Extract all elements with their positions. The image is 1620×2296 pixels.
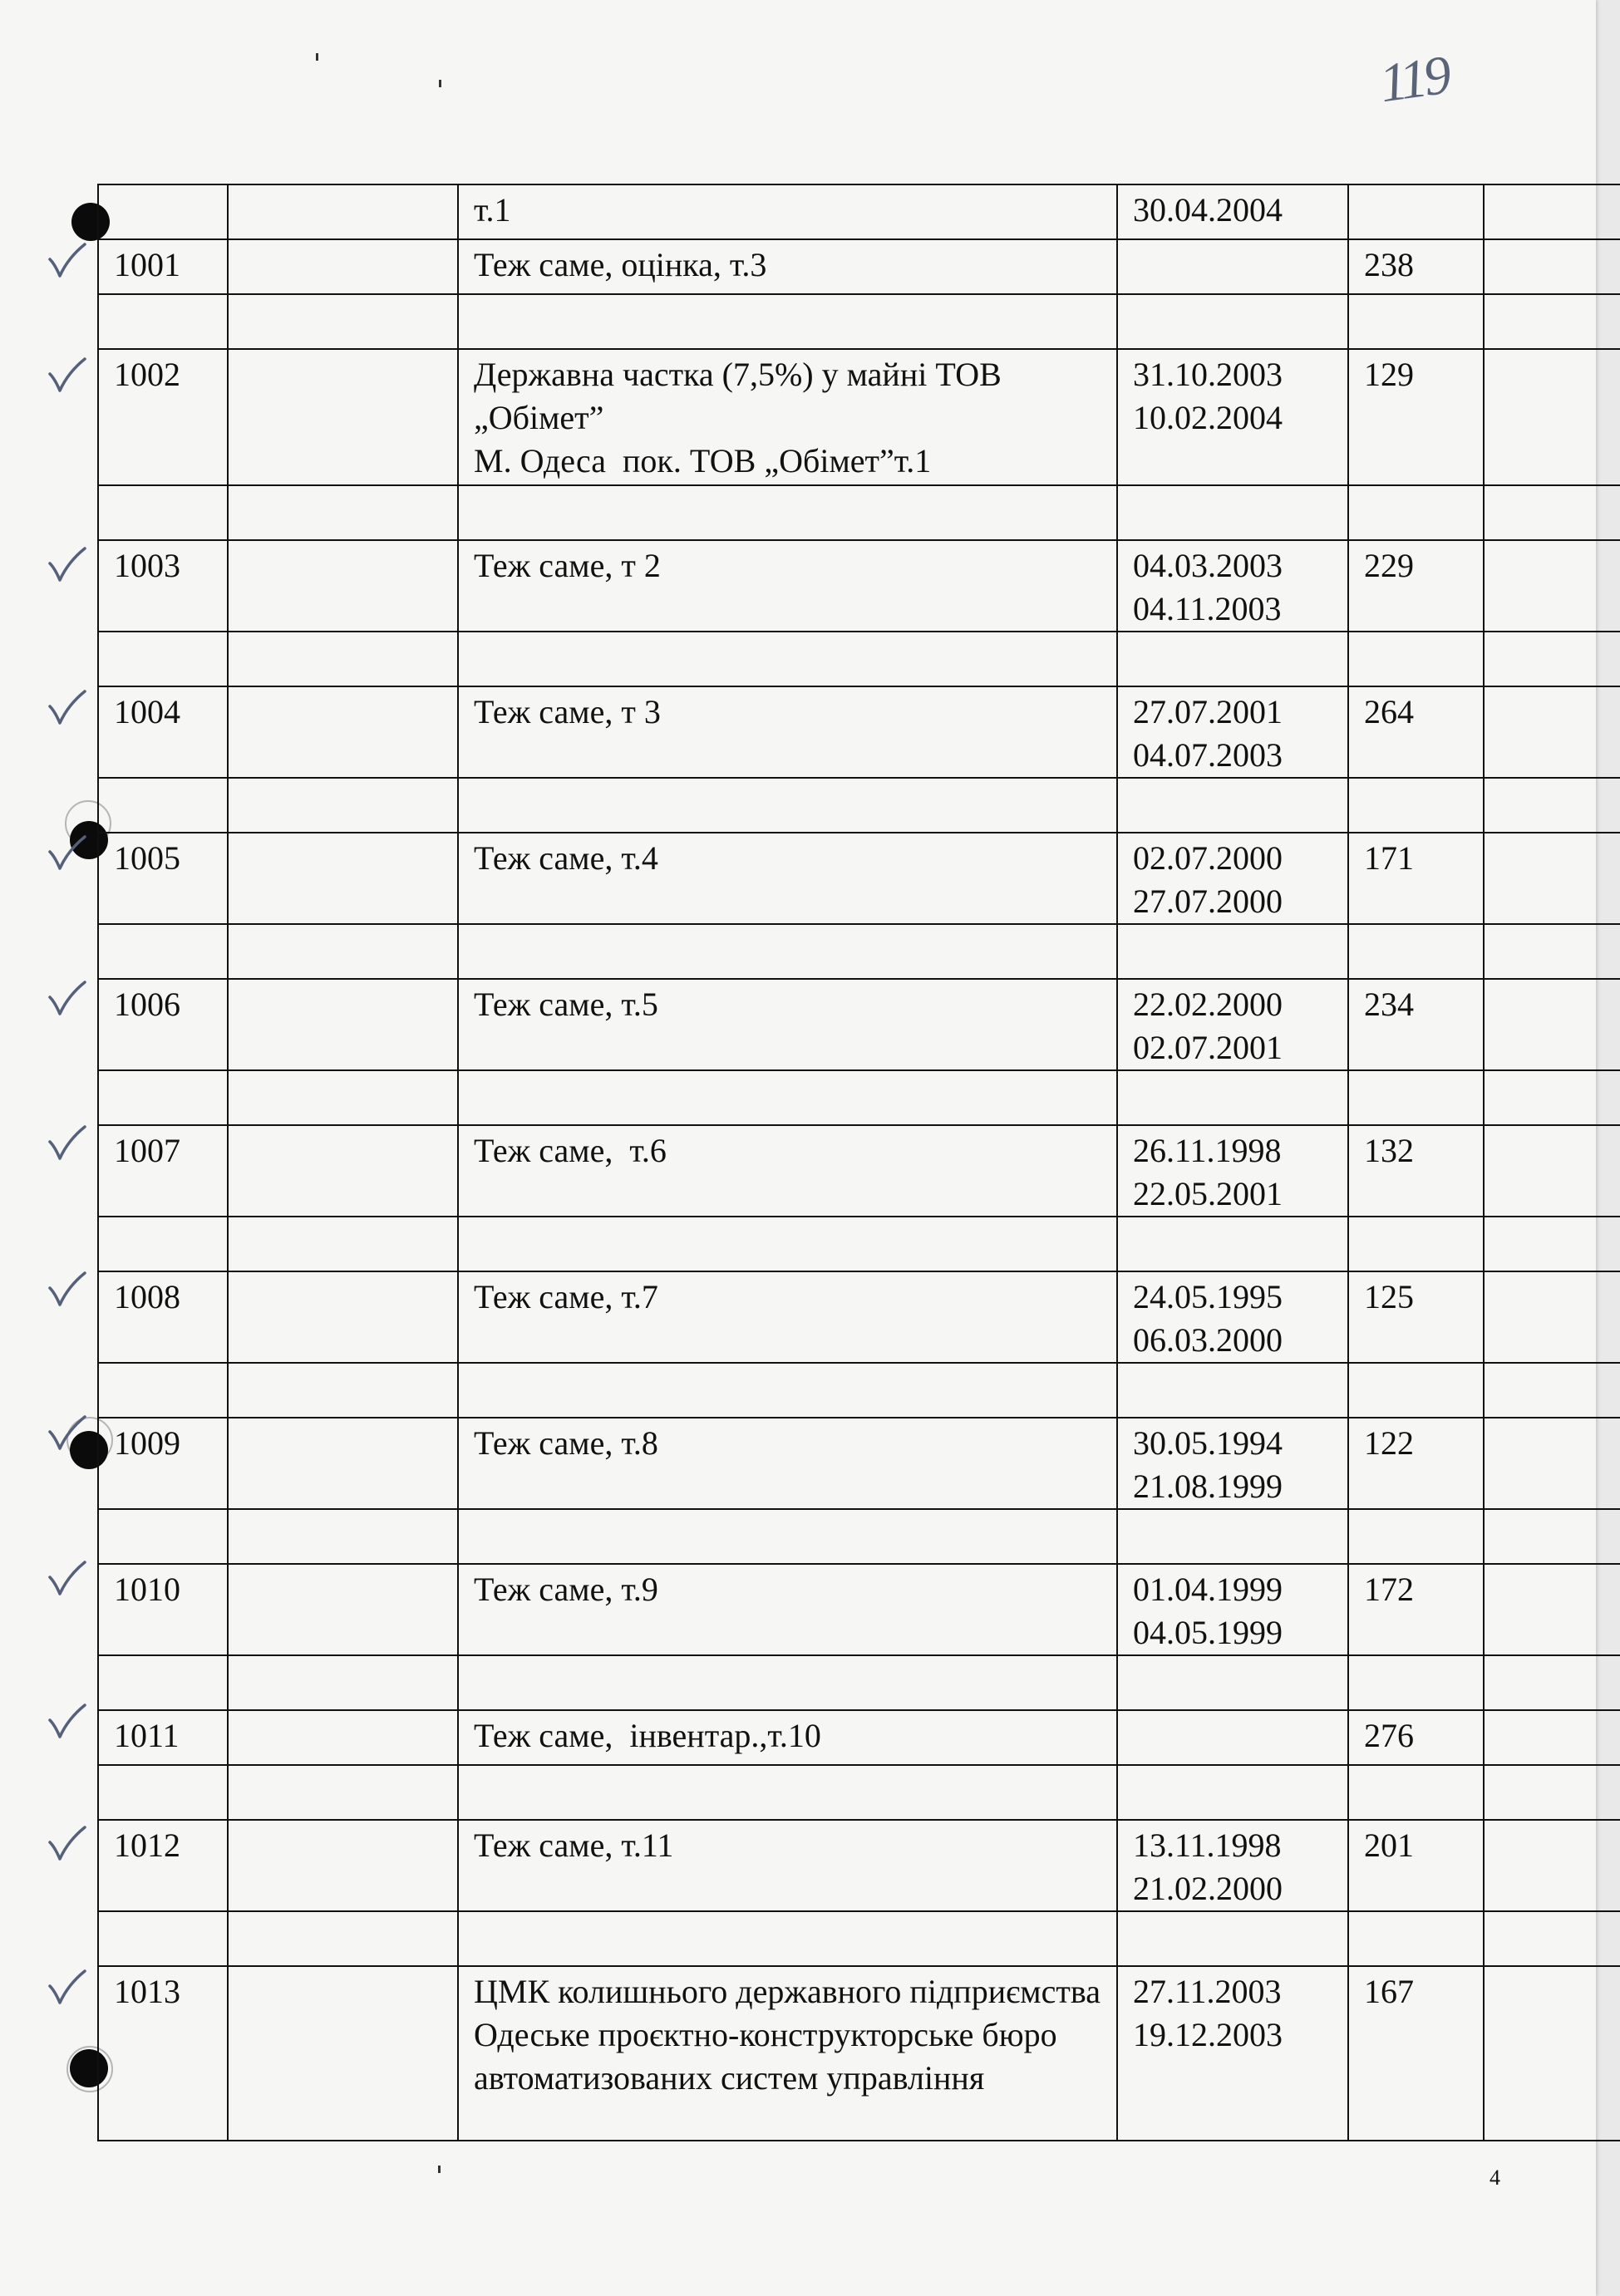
register-table-wrapper	[97, 184, 1620, 2141]
register-spacer-row	[98, 1070, 1620, 1125]
cell-sheet-count: 276	[1348, 1710, 1484, 1765]
cell-empty	[228, 1564, 458, 1655]
date-value: 01.04.1999	[1133, 1571, 1283, 1608]
cell-description: Теж саме, т.6	[458, 1125, 1117, 1217]
date-value: 24.05.1995	[1133, 1278, 1283, 1315]
cell-date-range	[1117, 1217, 1348, 1271]
date-value: 22.05.2001	[1133, 1175, 1283, 1212]
cell-sheet-count	[1348, 1509, 1484, 1564]
cell-note	[1484, 1710, 1620, 1765]
date-value: 02.07.2000	[1133, 839, 1283, 877]
cell-note	[1484, 1070, 1620, 1125]
cell-empty	[228, 1655, 458, 1710]
cell-empty	[228, 184, 458, 239]
cell-empty	[228, 1710, 458, 1765]
pencil-check-icon	[47, 1826, 86, 1862]
register-spacer-row	[98, 1911, 1620, 1966]
cell-empty	[228, 1363, 458, 1418]
cell-item-number: 1001	[98, 239, 228, 294]
cell-note	[1484, 1271, 1620, 1363]
cell-item-number: 1003	[98, 540, 228, 632]
date-value: 27.07.2001	[1133, 693, 1283, 730]
cell-description	[458, 1217, 1117, 1271]
cell-description: ЦМК колишнього державного підприємства Одеське проєктно-конструкторське бюро автоматизованих систем управління	[458, 1966, 1117, 2141]
cell-sheet-count	[1348, 1765, 1484, 1820]
cell-item-number	[98, 485, 228, 540]
cell-date-range	[1117, 485, 1348, 540]
cell-date-range	[1117, 1710, 1348, 1765]
cell-date-range	[1117, 184, 1348, 239]
pencil-check-icon	[47, 1561, 86, 1597]
cell-item-number	[98, 1070, 228, 1125]
cell-empty	[228, 540, 458, 632]
cell-description	[458, 1765, 1117, 1820]
scan-speck	[316, 53, 318, 61]
cell-sheet-count	[1348, 294, 1484, 349]
scan-speck	[438, 2166, 441, 2173]
cell-note	[1484, 833, 1620, 924]
cell-empty	[228, 1911, 458, 1966]
pencil-check-icon	[47, 547, 86, 583]
cell-sheet-count	[1348, 184, 1484, 239]
cell-item-number	[98, 1509, 228, 1564]
cell-date-range	[1117, 979, 1348, 1070]
cell-empty	[228, 239, 458, 294]
date-value: 04.11.2003	[1133, 590, 1282, 627]
cell-description: т.1	[458, 184, 1117, 239]
register-row	[98, 1125, 1620, 1217]
register-spacer-row	[98, 1655, 1620, 1710]
register-row	[98, 1418, 1620, 1509]
cell-sheet-count	[1348, 1217, 1484, 1271]
cell-empty	[228, 833, 458, 924]
date-value: 04.05.1999	[1133, 1614, 1283, 1651]
cell-date-range	[1117, 778, 1348, 833]
date-value: 04.07.2003	[1133, 736, 1283, 774]
cell-date-range	[1117, 540, 1348, 632]
cell-empty	[228, 1271, 458, 1363]
pencil-check-icon	[47, 1125, 86, 1162]
cell-note	[1484, 1655, 1620, 1710]
register-spacer-row	[98, 485, 1620, 540]
cell-item-number: 1002	[98, 349, 228, 485]
cell-sheet-count: 238	[1348, 239, 1484, 294]
cell-item-number	[98, 778, 228, 833]
cell-sheet-count: 132	[1348, 1125, 1484, 1217]
page-number: 4	[1490, 2166, 1500, 2190]
register-row	[98, 1966, 1620, 2141]
cell-date-range	[1117, 1125, 1348, 1217]
register-row	[98, 833, 1620, 924]
date-value: 22.02.2000	[1133, 986, 1283, 1023]
cell-sheet-count: 264	[1348, 686, 1484, 778]
cell-description	[458, 632, 1117, 686]
date-value: 31.10.2003	[1133, 356, 1283, 393]
cell-empty	[228, 924, 458, 979]
cell-item-number: 1005	[98, 833, 228, 924]
cell-date-range	[1117, 1363, 1348, 1418]
cell-note	[1484, 924, 1620, 979]
cell-sheet-count	[1348, 924, 1484, 979]
cell-date-range	[1117, 1765, 1348, 1820]
date-value: 02.07.2001	[1133, 1029, 1283, 1066]
pencil-check-icon	[47, 1415, 86, 1452]
date-value: 21.08.1999	[1133, 1468, 1283, 1505]
cell-description: Теж саме, інвентар.,т.10	[458, 1710, 1117, 1765]
cell-note	[1484, 1363, 1620, 1418]
cell-sheet-count: 122	[1348, 1418, 1484, 1509]
cell-description	[458, 1363, 1117, 1418]
cell-note	[1484, 686, 1620, 778]
cell-description: Теж саме, т.11	[458, 1820, 1117, 1911]
cell-item-number	[98, 1363, 228, 1418]
cell-empty	[228, 1125, 458, 1217]
cell-description: Теж саме, т.9	[458, 1564, 1117, 1655]
cell-date-range	[1117, 1820, 1348, 1911]
date-value: 26.11.1998	[1133, 1132, 1282, 1169]
cell-note	[1484, 1564, 1620, 1655]
register-row	[98, 349, 1620, 485]
pencil-check-icon	[47, 835, 86, 872]
register-spacer-row	[98, 1509, 1620, 1564]
cell-item-number: 1009	[98, 1418, 228, 1509]
cell-date-range	[1117, 294, 1348, 349]
register-row	[98, 239, 1620, 294]
register-spacer-row	[98, 184, 1620, 239]
cell-sheet-count: 125	[1348, 1271, 1484, 1363]
folio-number-handwritten: 119	[1376, 44, 1452, 115]
cell-note	[1484, 632, 1620, 686]
cell-description	[458, 294, 1117, 349]
cell-description	[458, 485, 1117, 540]
register-spacer-row	[98, 1217, 1620, 1271]
cell-note	[1484, 485, 1620, 540]
cell-sheet-count	[1348, 1655, 1484, 1710]
cell-empty	[228, 632, 458, 686]
cell-note	[1484, 184, 1620, 239]
cell-note	[1484, 1820, 1620, 1911]
cell-empty	[228, 1765, 458, 1820]
cell-date-range	[1117, 833, 1348, 924]
cell-sheet-count	[1348, 1070, 1484, 1125]
register-spacer-row	[98, 778, 1620, 833]
register-row	[98, 1820, 1620, 1911]
cell-item-number: 1007	[98, 1125, 228, 1217]
date-value: 27.11.2003	[1133, 1973, 1282, 2010]
cell-item-number	[98, 632, 228, 686]
date-value: 21.02.2000	[1133, 1870, 1283, 1907]
cell-note	[1484, 1966, 1620, 2141]
pencil-check-icon	[47, 243, 86, 279]
cell-description: Теж саме, т.4	[458, 833, 1117, 924]
date-value: 04.03.2003	[1133, 547, 1283, 584]
cell-note	[1484, 1911, 1620, 1966]
cell-note	[1484, 294, 1620, 349]
cell-empty	[228, 1820, 458, 1911]
cell-note	[1484, 349, 1620, 485]
cell-empty	[228, 1966, 458, 2141]
pencil-check-icon	[47, 1969, 86, 2006]
cell-note	[1484, 979, 1620, 1070]
cell-description	[458, 1911, 1117, 1966]
cell-empty	[228, 485, 458, 540]
cell-sheet-count: 201	[1348, 1820, 1484, 1911]
cell-description	[458, 1070, 1117, 1125]
pencil-check-icon	[47, 1704, 86, 1740]
cell-note	[1484, 1217, 1620, 1271]
register-row	[98, 1271, 1620, 1363]
cell-date-range	[1117, 686, 1348, 778]
cell-date-range	[1117, 632, 1348, 686]
cell-date-range	[1117, 1070, 1348, 1125]
cell-item-number	[98, 924, 228, 979]
cell-description: Теж саме, т.7	[458, 1271, 1117, 1363]
cell-note	[1484, 1418, 1620, 1509]
cell-description: Теж саме, т 3	[458, 686, 1117, 778]
cell-item-number: 1013	[98, 1966, 228, 2141]
date-value: 10.02.2004	[1133, 399, 1283, 436]
register-row	[98, 540, 1620, 632]
register-spacer-row	[98, 1765, 1620, 1820]
cell-sheet-count: 129	[1348, 349, 1484, 485]
cell-empty	[228, 778, 458, 833]
pencil-check-icon	[47, 981, 86, 1017]
cell-description: Теж саме, т.5	[458, 979, 1117, 1070]
cell-description: Теж саме, т.8	[458, 1418, 1117, 1509]
register-row	[98, 979, 1620, 1070]
cell-note	[1484, 540, 1620, 632]
cell-empty	[228, 1217, 458, 1271]
cell-date-range	[1117, 1564, 1348, 1655]
cell-empty	[228, 686, 458, 778]
register-spacer-row	[98, 1363, 1620, 1418]
cell-item-number: 1012	[98, 1820, 228, 1911]
cell-item-number	[98, 1217, 228, 1271]
cell-note	[1484, 1765, 1620, 1820]
date-value: 19.12.2003	[1133, 2016, 1283, 2053]
cell-empty	[228, 1070, 458, 1125]
register-row	[98, 1710, 1620, 1765]
cell-item-number: 1011	[98, 1710, 228, 1765]
pencil-check-icon	[47, 1271, 86, 1308]
cell-sheet-count: 172	[1348, 1564, 1484, 1655]
cell-description	[458, 924, 1117, 979]
register-table	[97, 184, 1620, 2141]
cell-description: Державна частка (7,5%) у майні ТОВ „Обімет” М. Одеса пок. ТОВ „Обімет”т.1	[458, 349, 1117, 485]
cell-sheet-count	[1348, 1363, 1484, 1418]
cell-sheet-count: 229	[1348, 540, 1484, 632]
cell-note	[1484, 1125, 1620, 1217]
cell-sheet-count	[1348, 1911, 1484, 1966]
cell-date-range	[1117, 1911, 1348, 1966]
cell-item-number: 1004	[98, 686, 228, 778]
cell-date-range	[1117, 1509, 1348, 1564]
cell-sheet-count: 234	[1348, 979, 1484, 1070]
cell-empty	[228, 294, 458, 349]
cell-description: Теж саме, т 2	[458, 540, 1117, 632]
cell-empty	[228, 979, 458, 1070]
cell-empty	[228, 1418, 458, 1509]
cell-note	[1484, 239, 1620, 294]
cell-item-number: 1008	[98, 1271, 228, 1363]
pencil-check-icon	[47, 690, 86, 726]
register-row	[98, 1564, 1620, 1655]
cell-item-number	[98, 294, 228, 349]
register-spacer-row	[98, 924, 1620, 979]
cell-note	[1484, 1509, 1620, 1564]
cell-empty	[228, 1509, 458, 1564]
cell-item-number	[98, 1765, 228, 1820]
cell-item-number: 1006	[98, 979, 228, 1070]
cell-date-range	[1117, 1655, 1348, 1710]
cell-item-number: 1010	[98, 1564, 228, 1655]
cell-date-range	[1117, 349, 1348, 485]
cell-sheet-count	[1348, 485, 1484, 540]
date-value: 13.11.1998	[1133, 1826, 1282, 1864]
cell-sheet-count	[1348, 778, 1484, 833]
cell-item-number	[98, 1911, 228, 1966]
cell-description	[458, 778, 1117, 833]
pencil-check-icon	[47, 357, 86, 394]
date-value: 30.05.1994	[1133, 1424, 1283, 1462]
register-spacer-row	[98, 632, 1620, 686]
cell-empty	[228, 349, 458, 485]
cell-description	[458, 1509, 1117, 1564]
cell-date-range	[1117, 1418, 1348, 1509]
cell-date-range	[1117, 239, 1348, 294]
cell-date-range	[1117, 1271, 1348, 1363]
cell-sheet-count: 171	[1348, 833, 1484, 924]
cell-item-number	[98, 1655, 228, 1710]
scan-speck	[439, 80, 441, 87]
cell-description	[458, 1655, 1117, 1710]
date-value: 30.04.2004	[1133, 191, 1283, 229]
cell-sheet-count: 167	[1348, 1966, 1484, 2141]
cell-date-range	[1117, 1966, 1348, 2141]
cell-description: Теж саме, оцінка, т.3	[458, 239, 1117, 294]
date-value: 27.07.2000	[1133, 883, 1283, 920]
cell-item-number	[98, 184, 228, 239]
register-table-body	[98, 184, 1620, 2141]
cell-date-range	[1117, 924, 1348, 979]
cell-note	[1484, 778, 1620, 833]
register-spacer-row	[98, 294, 1620, 349]
date-value: 06.03.2000	[1133, 1321, 1283, 1359]
register-row	[98, 686, 1620, 778]
cell-sheet-count	[1348, 632, 1484, 686]
